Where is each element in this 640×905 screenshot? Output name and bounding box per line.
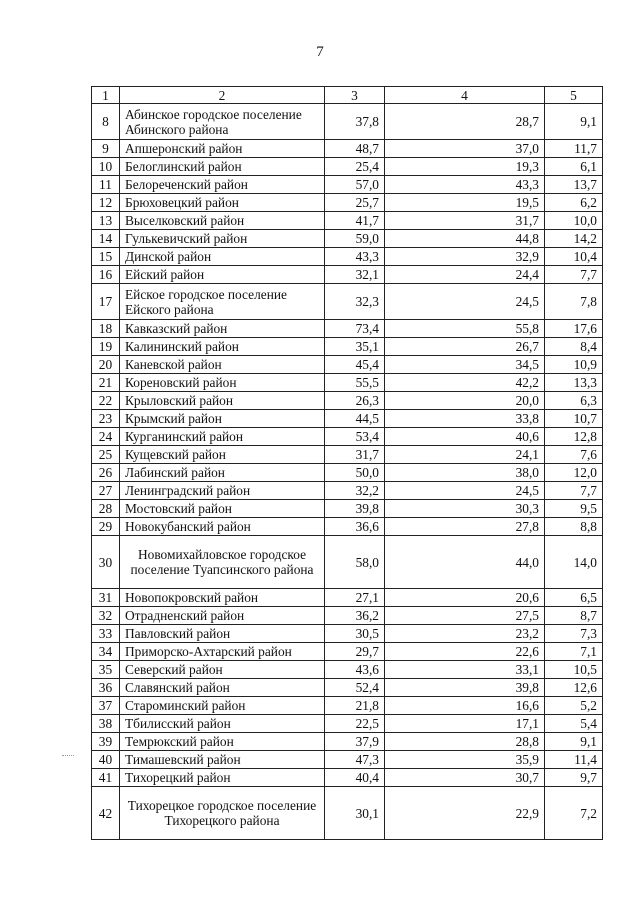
table-row [92, 697, 603, 715]
table-row [92, 104, 603, 140]
district-name-cell: Крымский район [120, 410, 325, 428]
value-col3-cell: 32,3 [325, 284, 385, 320]
table-row [92, 194, 603, 212]
row-number-cell: 28 [92, 500, 120, 518]
value-col5-cell: 5,4 [545, 715, 603, 733]
table-row [92, 589, 603, 607]
value-col5-cell: 10,7 [545, 410, 603, 428]
row-number-cell: 29 [92, 518, 120, 536]
value-col4-cell: 28,7 [385, 104, 545, 140]
value-col3-cell: 73,4 [325, 320, 385, 338]
value-col4-cell: 27,8 [385, 518, 545, 536]
value-col4-cell: 17,1 [385, 715, 545, 733]
value-col5-cell: 10,0 [545, 212, 603, 230]
row-number-cell: 21 [92, 374, 120, 392]
value-col3-cell: 37,9 [325, 733, 385, 751]
value-col4-cell: 26,7 [385, 338, 545, 356]
value-col3-cell: 43,3 [325, 248, 385, 266]
value-col3-cell: 21,8 [325, 697, 385, 715]
value-col3-cell: 53,4 [325, 428, 385, 446]
row-number-cell: 34 [92, 643, 120, 661]
district-name-cell: Калининский район [120, 338, 325, 356]
table-row [92, 284, 603, 320]
row-number-cell: 37 [92, 697, 120, 715]
value-col5-cell: 17,6 [545, 320, 603, 338]
table-row [92, 679, 603, 697]
value-col5-cell: 7,7 [545, 482, 603, 500]
value-col4-cell: 24,5 [385, 284, 545, 320]
row-number-cell: 42 [92, 787, 120, 840]
district-name-cell: Динской район [120, 248, 325, 266]
value-col3-cell: 40,4 [325, 769, 385, 787]
value-col3-cell: 55,5 [325, 374, 385, 392]
table-row [92, 464, 603, 482]
value-col5-cell: 7,8 [545, 284, 603, 320]
value-col5-cell: 6,2 [545, 194, 603, 212]
value-col5-cell: 12,6 [545, 679, 603, 697]
table-row [92, 769, 603, 787]
value-col4-cell: 22,9 [385, 787, 545, 840]
row-number-cell: 31 [92, 589, 120, 607]
value-col5-cell: 9,1 [545, 733, 603, 751]
value-col5-cell: 6,5 [545, 589, 603, 607]
table-row [92, 446, 603, 464]
value-col3-cell: 41,7 [325, 212, 385, 230]
district-name-cell: Павловский район [120, 625, 325, 643]
district-name-cell: Северский район [120, 661, 325, 679]
column-header: 1 [92, 87, 120, 104]
row-number-cell: 33 [92, 625, 120, 643]
value-col5-cell: 9,5 [545, 500, 603, 518]
value-col5-cell: 7,1 [545, 643, 603, 661]
district-name-cell: Апшеронский район [120, 140, 325, 158]
value-col4-cell: 20,0 [385, 392, 545, 410]
value-col3-cell: 48,7 [325, 140, 385, 158]
row-number-cell: 9 [92, 140, 120, 158]
row-number-cell: 36 [92, 679, 120, 697]
value-col4-cell: 55,8 [385, 320, 545, 338]
value-col4-cell: 35,9 [385, 751, 545, 769]
column-header: 4 [385, 87, 545, 104]
row-number-cell: 19 [92, 338, 120, 356]
table-row [92, 643, 603, 661]
value-col4-cell: 38,0 [385, 464, 545, 482]
value-col4-cell: 28,8 [385, 733, 545, 751]
value-col4-cell: 33,1 [385, 661, 545, 679]
row-number-cell: 15 [92, 248, 120, 266]
row-number-cell: 32 [92, 607, 120, 625]
value-col4-cell: 22,6 [385, 643, 545, 661]
value-col5-cell: 8,4 [545, 338, 603, 356]
value-col4-cell: 30,3 [385, 500, 545, 518]
row-number-cell: 30 [92, 536, 120, 589]
district-name-cell: Мостовский район [120, 500, 325, 518]
column-header: 5 [545, 87, 603, 104]
district-name-cell: Кущевский район [120, 446, 325, 464]
value-col3-cell: 22,5 [325, 715, 385, 733]
district-name-cell: Новомихайловское городское поселение Туапсинского района [120, 536, 325, 589]
district-name-cell: Белореченский район [120, 176, 325, 194]
row-number-cell: 24 [92, 428, 120, 446]
row-number-cell: 20 [92, 356, 120, 374]
value-col4-cell: 19,3 [385, 158, 545, 176]
value-col3-cell: 29,7 [325, 643, 385, 661]
value-col3-cell: 57,0 [325, 176, 385, 194]
district-name-cell: Ейское городское поселение Ейского района [120, 284, 325, 320]
district-name-cell: Курганинский район [120, 428, 325, 446]
value-col5-cell: 8,7 [545, 607, 603, 625]
value-col4-cell: 33,8 [385, 410, 545, 428]
row-number-cell: 26 [92, 464, 120, 482]
row-number-cell: 39 [92, 733, 120, 751]
table-row [92, 392, 603, 410]
value-col5-cell: 10,5 [545, 661, 603, 679]
table-row [92, 338, 603, 356]
value-col4-cell: 32,9 [385, 248, 545, 266]
value-col3-cell: 43,6 [325, 661, 385, 679]
district-name-cell: Брюховецкий район [120, 194, 325, 212]
value-col3-cell: 36,6 [325, 518, 385, 536]
district-name-cell: Каневской район [120, 356, 325, 374]
value-col5-cell: 9,1 [545, 104, 603, 140]
row-number-cell: 41 [92, 769, 120, 787]
district-name-cell: Тбилисский район [120, 715, 325, 733]
value-col5-cell: 7,7 [545, 266, 603, 284]
value-col5-cell: 9,7 [545, 769, 603, 787]
value-col3-cell: 25,4 [325, 158, 385, 176]
table-row [92, 374, 603, 392]
value-col3-cell: 39,8 [325, 500, 385, 518]
column-header: 2 [120, 87, 325, 104]
row-number-cell: 35 [92, 661, 120, 679]
value-col4-cell: 44,0 [385, 536, 545, 589]
table-header-row [92, 87, 603, 104]
value-col3-cell: 31,7 [325, 446, 385, 464]
value-col4-cell: 24,1 [385, 446, 545, 464]
value-col4-cell: 23,2 [385, 625, 545, 643]
value-col4-cell: 43,3 [385, 176, 545, 194]
value-col5-cell: 14,2 [545, 230, 603, 248]
district-name-cell: Гулькевичский район [120, 230, 325, 248]
value-col3-cell: 47,3 [325, 751, 385, 769]
value-col3-cell: 44,5 [325, 410, 385, 428]
value-col5-cell: 14,0 [545, 536, 603, 589]
value-col3-cell: 36,2 [325, 607, 385, 625]
district-name-cell: Кавказский район [120, 320, 325, 338]
district-name-cell: Новопокровский район [120, 589, 325, 607]
table-row [92, 751, 603, 769]
table-row [92, 230, 603, 248]
district-name-cell: Ленинградский район [120, 482, 325, 500]
row-number-cell: 17 [92, 284, 120, 320]
row-number-cell: 10 [92, 158, 120, 176]
value-col5-cell: 7,3 [545, 625, 603, 643]
value-col4-cell: 30,7 [385, 769, 545, 787]
district-name-cell: Отрадненский район [120, 607, 325, 625]
value-col3-cell: 30,5 [325, 625, 385, 643]
value-col3-cell: 27,1 [325, 589, 385, 607]
value-col5-cell: 8,8 [545, 518, 603, 536]
table-row [92, 482, 603, 500]
value-col4-cell: 42,2 [385, 374, 545, 392]
value-col5-cell: 5,2 [545, 697, 603, 715]
district-name-cell: Славянский район [120, 679, 325, 697]
row-number-cell: 22 [92, 392, 120, 410]
district-name-cell: Тимашевский район [120, 751, 325, 769]
value-col3-cell: 45,4 [325, 356, 385, 374]
value-col5-cell: 7,2 [545, 787, 603, 840]
district-name-cell: Новокубанский район [120, 518, 325, 536]
district-name-cell: Крыловский район [120, 392, 325, 410]
row-number-cell: 11 [92, 176, 120, 194]
district-name-cell: Выселковский район [120, 212, 325, 230]
value-col3-cell: 58,0 [325, 536, 385, 589]
row-number-cell: 13 [92, 212, 120, 230]
value-col5-cell: 6,1 [545, 158, 603, 176]
table-row [92, 625, 603, 643]
value-col4-cell: 19,5 [385, 194, 545, 212]
district-name-cell: Лабинский район [120, 464, 325, 482]
value-col5-cell: 7,6 [545, 446, 603, 464]
district-name-cell: Темрюкский район [120, 733, 325, 751]
value-col3-cell: 35,1 [325, 338, 385, 356]
value-col3-cell: 32,2 [325, 482, 385, 500]
value-col3-cell: 37,8 [325, 104, 385, 140]
table-row [92, 266, 603, 284]
row-number-cell: 27 [92, 482, 120, 500]
page-number: 7 [316, 44, 324, 60]
district-name-cell: Тихорецкое городское поселение Тихорецкого района [120, 787, 325, 840]
district-name-cell: Ейский район [120, 266, 325, 284]
district-name-cell: Кореновский район [120, 374, 325, 392]
value-col5-cell: 13,3 [545, 374, 603, 392]
table-row [92, 410, 603, 428]
value-col5-cell: 12,8 [545, 428, 603, 446]
row-number-cell: 8 [92, 104, 120, 140]
value-col3-cell: 50,0 [325, 464, 385, 482]
value-col4-cell: 24,5 [385, 482, 545, 500]
district-name-cell: Тихорецкий район [120, 769, 325, 787]
table-row [92, 607, 603, 625]
value-col4-cell: 34,5 [385, 356, 545, 374]
margin-mark [62, 755, 74, 756]
value-col4-cell: 44,8 [385, 230, 545, 248]
row-number-cell: 12 [92, 194, 120, 212]
value-col4-cell: 40,6 [385, 428, 545, 446]
row-number-cell: 38 [92, 715, 120, 733]
table-row [92, 428, 603, 446]
table-row [92, 212, 603, 230]
table-row [92, 158, 603, 176]
district-name-cell: Приморско-Ахтарский район [120, 643, 325, 661]
table-row [92, 320, 603, 338]
value-col5-cell: 6,3 [545, 392, 603, 410]
table-row [92, 536, 603, 589]
value-col5-cell: 11,4 [545, 751, 603, 769]
row-number-cell: 18 [92, 320, 120, 338]
table-row [92, 715, 603, 733]
value-col4-cell: 37,0 [385, 140, 545, 158]
value-col5-cell: 13,7 [545, 176, 603, 194]
row-number-cell: 23 [92, 410, 120, 428]
table-row [92, 787, 603, 840]
column-header: 3 [325, 87, 385, 104]
table-row [92, 248, 603, 266]
value-col4-cell: 31,7 [385, 212, 545, 230]
row-number-cell: 16 [92, 266, 120, 284]
table-row [92, 500, 603, 518]
value-col5-cell: 10,4 [545, 248, 603, 266]
table-row [92, 356, 603, 374]
value-col4-cell: 39,8 [385, 679, 545, 697]
data-table [91, 86, 603, 840]
value-col5-cell: 12,0 [545, 464, 603, 482]
value-col5-cell: 10,9 [545, 356, 603, 374]
value-col3-cell: 26,3 [325, 392, 385, 410]
value-col3-cell: 59,0 [325, 230, 385, 248]
table-row [92, 661, 603, 679]
value-col3-cell: 32,1 [325, 266, 385, 284]
district-name-cell: Абинское городское поселение Абинского района [120, 104, 325, 140]
district-name-cell: Белоглинский район [120, 158, 325, 176]
row-number-cell: 14 [92, 230, 120, 248]
value-col3-cell: 25,7 [325, 194, 385, 212]
district-name-cell: Староминский район [120, 697, 325, 715]
value-col4-cell: 24,4 [385, 266, 545, 284]
row-number-cell: 40 [92, 751, 120, 769]
value-col4-cell: 27,5 [385, 607, 545, 625]
table-row [92, 518, 603, 536]
value-col4-cell: 20,6 [385, 589, 545, 607]
table-row [92, 140, 603, 158]
table-row [92, 733, 603, 751]
table-row [92, 176, 603, 194]
value-col4-cell: 16,6 [385, 697, 545, 715]
value-col3-cell: 52,4 [325, 679, 385, 697]
value-col5-cell: 11,7 [545, 140, 603, 158]
row-number-cell: 25 [92, 446, 120, 464]
value-col3-cell: 30,1 [325, 787, 385, 840]
